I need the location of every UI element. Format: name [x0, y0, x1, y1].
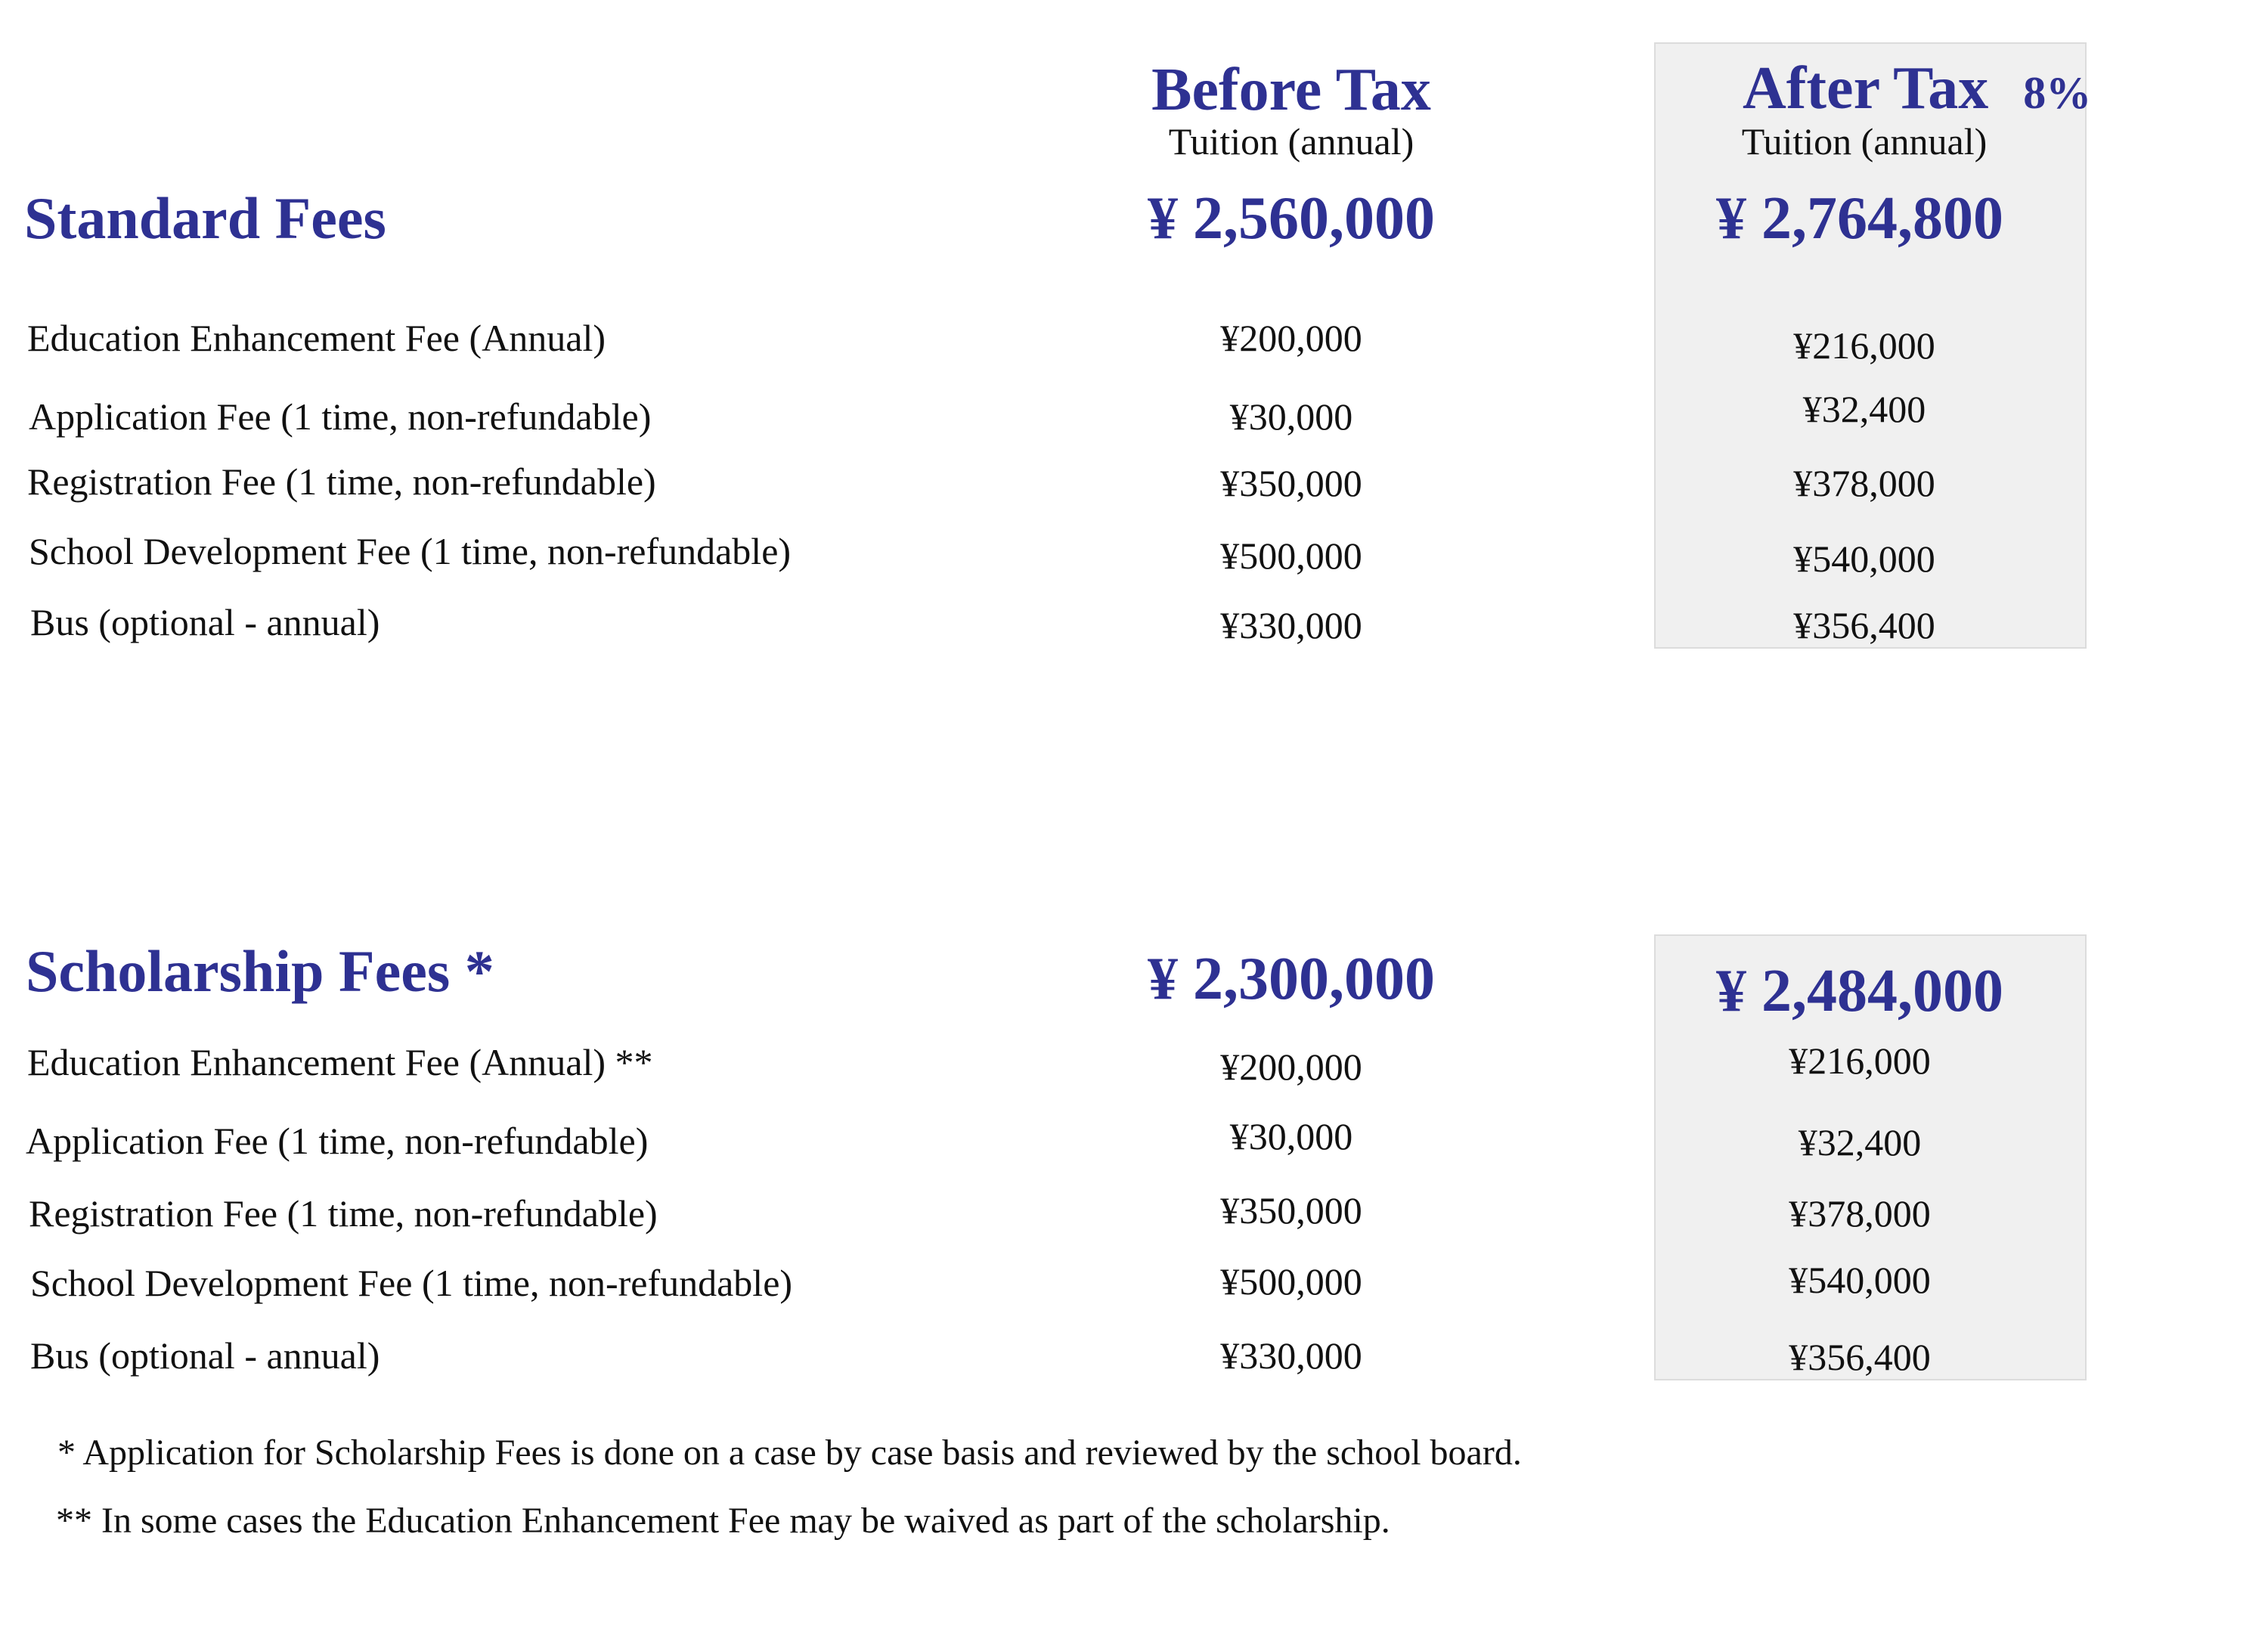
scholarship-row-after: ¥356,400 — [1789, 1336, 1931, 1378]
scholarship-row-before: ¥200,000 — [1220, 1046, 1362, 1088]
scholarship-row-before: ¥30,000 — [1229, 1115, 1353, 1157]
standard-row-after: ¥356,400 — [1793, 604, 1935, 646]
scholarship-row-label: Education Enhancement Fee (Annual) ** — [27, 1041, 653, 1083]
standard-row-before: ¥500,000 — [1220, 534, 1362, 577]
scholarship-row-after: ¥216,000 — [1789, 1039, 1931, 1082]
standard-row-after: ¥32,400 — [1802, 388, 1926, 430]
footnote-enhancement-waiver: ** In some cases the Education Enhancement Fee may be waived as part of the scholarship. — [56, 1501, 1390, 1541]
scholarship-row-after: ¥540,000 — [1789, 1259, 1931, 1301]
after-tax-title: After Tax — [1743, 55, 1989, 122]
scholarship-row-before: ¥330,000 — [1220, 1334, 1362, 1377]
scholarship-row-label: Application Fee (1 time, non-refundable) — [26, 1120, 649, 1162]
standard-row-after: ¥540,000 — [1793, 538, 1935, 580]
scholarship-row-after: ¥378,000 — [1789, 1192, 1931, 1235]
standard-row-label: Registration Fee (1 time, non-refundable) — [27, 460, 656, 503]
after-tax-rate: 8% — [2023, 68, 2092, 118]
standard-tuition-before: ¥ 2,560,000 — [1148, 185, 1435, 252]
standard-row-before: ¥350,000 — [1220, 462, 1362, 504]
scholarship-tuition-after: ¥ 2,484,000 — [1716, 958, 2003, 1024]
scholarship-row-label: Registration Fee (1 time, non-refundable) — [29, 1192, 658, 1235]
standard-row-after: ¥216,000 — [1793, 324, 1935, 367]
standard-tuition-after: ¥ 2,764,800 — [1716, 185, 2003, 252]
standard-row-before: ¥200,000 — [1220, 317, 1362, 359]
after-tax-heading — [1743, 54, 2091, 123]
standard-row-before: ¥330,000 — [1220, 604, 1362, 646]
standard-row-before: ¥30,000 — [1229, 395, 1353, 438]
standard-fees-title: Standard Fees — [24, 185, 386, 251]
standard-row-label: Bus (optional - annual) — [30, 601, 380, 643]
standard-row-after: ¥378,000 — [1793, 462, 1935, 504]
after-tax-subtitle: Tuition (annual) — [1741, 120, 1988, 163]
standard-row-label: Application Fee (1 time, non-refundable) — [29, 395, 652, 438]
scholarship-row-label: Bus (optional - annual) — [30, 1334, 380, 1377]
scholarship-row-before: ¥350,000 — [1220, 1189, 1362, 1232]
scholarship-row-after: ¥32,400 — [1798, 1121, 1922, 1163]
before-tax-heading: Before Tax — [1151, 57, 1431, 123]
scholarship-tuition-before: ¥ 2,300,000 — [1148, 946, 1435, 1012]
standard-row-label: School Development Fee (1 time, non-refundable) — [29, 530, 792, 572]
scholarship-fees-title: Scholarship Fees * — [26, 938, 494, 1004]
standard-row-label: Education Enhancement Fee (Annual) — [27, 317, 606, 359]
footnote-scholarship-application: * Application for Scholarship Fees is done on a case by case basis and reviewed by the school board. — [57, 1433, 1522, 1473]
scholarship-row-label: School Development Fee (1 time, non-refundable) — [30, 1262, 793, 1304]
before-tax-subtitle: Tuition (annual) — [1168, 120, 1414, 163]
scholarship-row-before: ¥500,000 — [1220, 1260, 1362, 1303]
